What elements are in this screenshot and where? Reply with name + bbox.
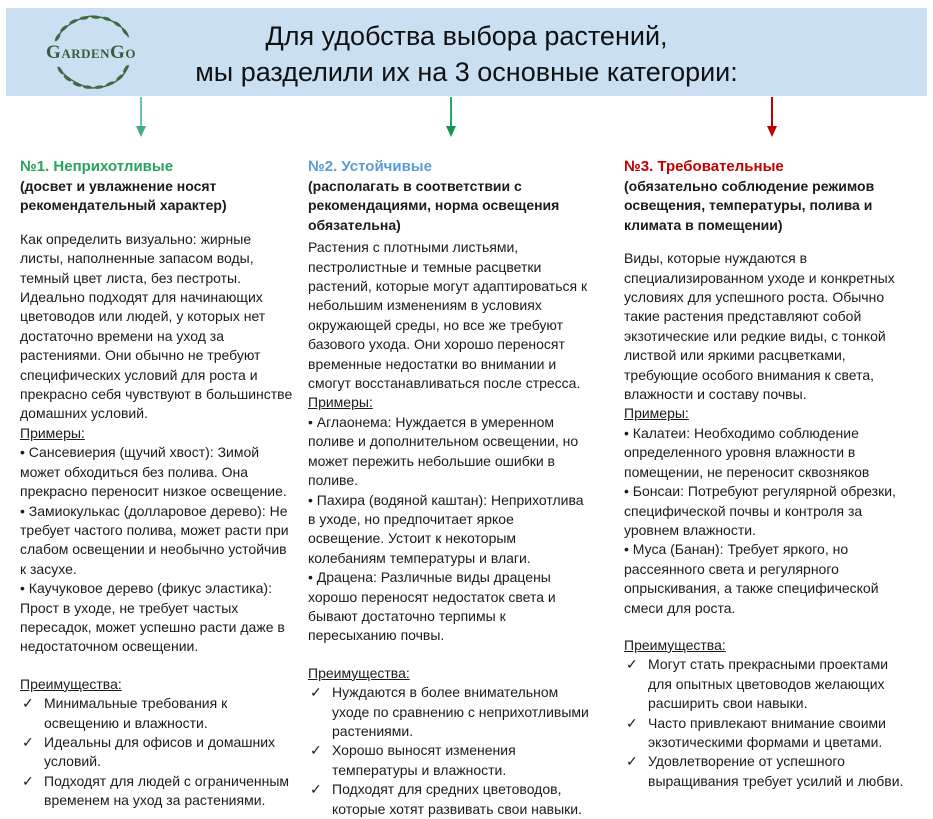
arrow-down-icon-2 <box>450 97 452 126</box>
advantage-text: Удовлетворение от успешного выращивания требует усилий и любви. <box>648 753 904 789</box>
advantages-label: Преимущества: <box>624 636 726 653</box>
category-3-heading: №3. Требовательные <box>624 158 784 175</box>
check-icon: ✓ <box>310 684 322 701</box>
check-icon: ✓ <box>310 781 322 798</box>
advantage-text: Идеальны для офисов и домашних условий. <box>44 733 276 770</box>
arrow-head <box>767 126 777 137</box>
page-title <box>6 18 927 90</box>
examples-label: Примеры: <box>20 424 85 441</box>
category-column-1 <box>20 157 294 811</box>
advantage-item <box>624 655 911 713</box>
arrow-head <box>136 126 146 137</box>
advantage-item <box>20 733 294 772</box>
example-item: • Пахира (водяной каштан): Неприхотлива в уходе, но предпочитает яркое освещение. Устоит к некоторым колебаниям температуры и влаги. <box>308 491 584 566</box>
category-column-3 <box>624 157 911 791</box>
category-1-description: Как определить визуально: жирные листы, наполненные запасом воды, темный цвет листа, без пестроты. Идеально подходят для начинающих цветоводов или людей, у которых нет достаточно времени на уход за растениями. Они обычно не требуют специфических условий для роста и прекрасно себя чувствуют в большинстве домашних условий. <box>20 230 293 422</box>
advantages-list <box>308 683 592 819</box>
category-2-subtitle: (располагать в соответствии с рекомендациями, норма освещения обязательна) <box>308 178 560 233</box>
advantages-list <box>624 655 911 791</box>
check-icon: ✓ <box>626 656 638 673</box>
advantage-item <box>308 683 592 741</box>
check-icon: ✓ <box>626 753 638 770</box>
example-item: • Аглаонема: Нуждается в умеренном поливе и дополнительном освещении, но может пережить небольшие ошибки в поливе. <box>308 413 579 489</box>
example-item: • Каучуковое дерево (фикус эластика): Прост в уходе, не требует частых пересадок, может успешно расти даже в недостаточном освещении. <box>20 580 285 655</box>
arrow-down-icon-3 <box>771 97 773 126</box>
arrow-shaft <box>771 97 773 126</box>
advantage-text: Хорошо выносят изменения температуры и влажности. <box>332 742 516 778</box>
advantage-text: Подходят для средних цветоводов, которые хотят развивать свои навыки. <box>332 781 583 817</box>
logo-text: GardenGo <box>46 42 136 63</box>
example-item: • Калатеи: Необходимо соблюдение определенного уровня влажности в помещении, не переносит сквозняков <box>624 424 870 480</box>
advantages-list <box>20 694 294 810</box>
category-2-heading: №2. Устойчивые <box>308 158 432 175</box>
advantage-text: Подходят для людей с ограниченным временем на уход за растениями. <box>44 772 290 809</box>
category-1-subtitle: (досвет и увлажнение носят рекомендательный характер) <box>20 178 227 214</box>
advantage-item <box>20 772 294 811</box>
advantage-item <box>20 694 294 733</box>
category-2-description: Растения с плотными листьями, пестролистные и темные расцветки растений, которые могут адаптироваться к небольшим изменениям в условиях окружающей среды, но все же требуют базового ухода. Они хорошо переносят временные недостатки во внимании и смогут восстанавливаться после стресса. <box>308 239 588 392</box>
arrow-shaft <box>450 97 452 126</box>
example-item: • Бонсаи: Потребуют регулярной обрезки, специфической почвы и контроля за уровнем влажности. <box>624 483 896 538</box>
advantage-text: Нуждаются в более внимательном уходе по сравнению с неприхотливыми растениями. <box>332 684 589 739</box>
arrow-down-icon-1 <box>140 97 142 126</box>
check-icon: ✓ <box>626 714 638 731</box>
category-column-2 <box>308 157 592 819</box>
advantage-item <box>624 714 911 753</box>
example-item: • Сансевиерия (щучий хвост): Зимой может обходиться без полива. Она прекрасно переносит низкое освещение. <box>20 444 287 500</box>
check-icon: ✓ <box>22 772 34 789</box>
advantages-label: Преимущества: <box>308 664 410 681</box>
advantage-text: Минимальные требования к освещению и влажности. <box>44 695 228 731</box>
advantage-text: Часто привлекают внимание своими экзотическими формами и цветами. <box>648 714 886 750</box>
category-3-description: Виды, которые нуждаются в специализированном уходе и конкретных условиях для успешного роста. Обычно такие растения представляют собой экзотические или редкие виды, с тонкой листвой или яркими расцветками, требующие особого внимания к света, влажности и составу почвы. <box>624 250 895 403</box>
advantage-item <box>308 741 592 780</box>
category-1-heading: №1. Неприхотливые <box>20 158 174 175</box>
title-line-1: Для удобства выбора растений, <box>265 21 668 51</box>
example-item: • Замиокулькас (долларовое дерево): Не требует частого полива, может расти при слабом освещении и необычно устойчив к засухе. <box>20 502 289 577</box>
check-icon: ✓ <box>22 695 34 712</box>
check-icon: ✓ <box>22 733 34 750</box>
check-icon: ✓ <box>310 742 322 759</box>
examples-label: Примеры: <box>308 394 373 411</box>
advantage-item <box>624 752 911 791</box>
example-item: • Муса (Банан): Требует яркого, но рассеянного света и регулярного опрыскивания, а также специфической смеси для роста. <box>624 541 879 616</box>
advantages-label: Преимущества: <box>20 675 122 692</box>
examples-label: Примеры: <box>624 405 689 422</box>
arrow-head <box>446 126 456 137</box>
header-banner <box>6 8 927 96</box>
example-item: • Драцена: Различные виды драцены хорошо переносят недостаток света и бывают достаточно терпимы к пересыханию почвы. <box>308 569 556 644</box>
advantage-text: Могут стать прекрасными проектами для опытных цветоводов желающих расширить свои навыки. <box>648 656 889 712</box>
category-3-subtitle: (обязательно соблюдение режимов освещения, температуры, полива и климата в помещении) <box>624 178 875 233</box>
arrow-shaft <box>140 97 142 126</box>
title-line-2: мы разделили их на 3 основные категории: <box>195 57 738 87</box>
